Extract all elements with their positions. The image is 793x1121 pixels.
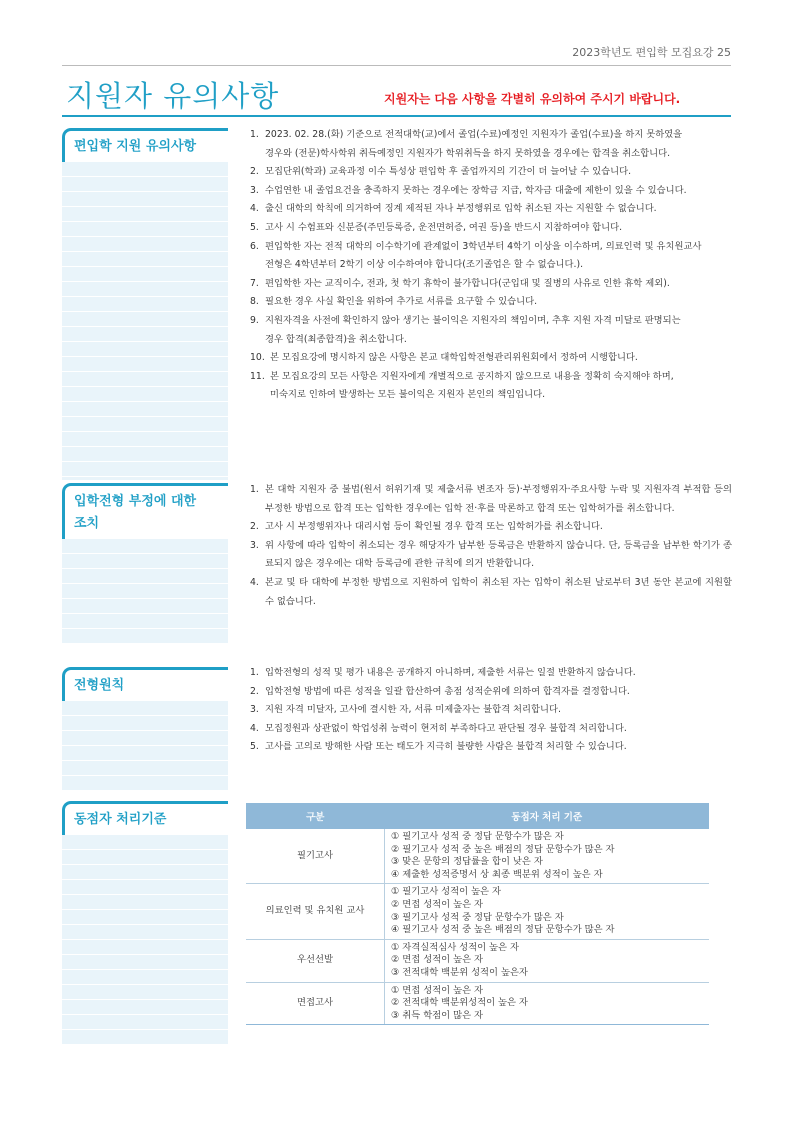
section-tab-fill — [62, 162, 228, 480]
row-criteria: ① 필기고사 성적 중 정답 문항수가 많은 자 ② 필기고사 성적 중 높은 배점의 정답 문항수가 많은 자 ③ 맞은 문항의 정답률을 합이 낮은 자 ④ 제출한 성적증명서 상 최종 백분위 성적이 높은 자 — [385, 829, 710, 884]
row-category: 의료인력 및 유치원 교사 — [246, 884, 385, 939]
list-item: 5. 고사 시 수험표와 신분증(주민등록증, 운전면허증, 여권 등)을 반드시 지참하여야 합니다. — [250, 221, 623, 233]
list-item: 10. 본 모집요강에 명시하지 않은 사항은 본교 대학입학전형관리위원회에서 정하여 시행합니다. — [250, 352, 638, 364]
list-item: 3. 위 사항에 따라 입학이 취소되는 경우 해당자가 납부한 등록금은 반환하지 않습니다. 단, 등록금을 납부한 학기가 종료되지 않은 경우에는 대학 등록금에 관한 규칙에 의거 반환합니다. — [250, 539, 732, 570]
section-tab-principles — [62, 667, 228, 791]
table-row — [246, 884, 709, 939]
list-item: 3. 지원 자격 미달자, 고사에 결시한 자, 서류 미제출자는 불합격 처리합니다. — [250, 704, 561, 716]
row-criteria: ① 면접 성적이 높은 자 ② 전적대학 백분위성적이 높은 자 ③ 취득 학점이 많은 자 — [385, 982, 710, 1025]
section-label-fraud: 입학전형 부정에 대한 조치 — [62, 483, 228, 539]
list-item: 3. 수업연한 내 졸업요건을 충족하지 못하는 경우에는 장학금 지급, 학자금 대출에 제한이 있을 수 있습니다. — [250, 184, 687, 196]
row-category: 우선선발 — [246, 939, 385, 982]
list-item: 8. 필요한 경우 사실 확인을 위하여 추가로 서류를 요구할 수 있습니다. — [250, 296, 538, 308]
list-item: 2. 입학전형 방법에 따른 성적을 일괄 합산하여 총점 성적순위에 의하여 합격자를 결정합니다. — [250, 685, 630, 697]
section-tab-fill — [62, 539, 228, 644]
list-item: 4. 모집정원과 상관없이 학업성취 능력이 현저히 부족하다고 판단될 경우 불합격 처리합니다. — [250, 722, 627, 734]
page-notice: 지원자는 다음 사항을 각별히 유의하여 주시기 바랍니다. — [384, 92, 681, 106]
precautions-list — [250, 126, 732, 405]
section-label-tiebreak: 동점자 처리기준 — [62, 801, 228, 835]
list-item: 5. 고사를 고의로 방해한 사람 또는 태도가 지극히 불량한 사람은 불합격 처리할 수 있습니다. — [250, 741, 627, 753]
section-tab-fraud — [62, 483, 228, 644]
section-label-principles: 전형원칙 — [62, 667, 228, 701]
list-item: 2. 고사 시 부정행위자나 대리시험 등이 확인될 경우 합격 또는 입학허가를 취소합니다. — [250, 521, 603, 533]
row-criteria: ① 필기고사 성적이 높은 자 ② 면접 성적이 높은 자 ③ 필기고사 성적 중 정답 문항수가 많은 자 ④ 필기고사 성적 중 높은 배점의 정답 문항수가 많은 자 — [385, 884, 710, 939]
list-item: 9. 지원자격을 사전에 확인하지 않아 생기는 불이익은 지원자의 책임이며, 추후 지원 자격 미달로 판명되는 경우 합격(최종합격)을 취소합니다. — [250, 314, 681, 345]
column-header-category: 구분 — [246, 803, 385, 829]
row-criteria: ① 자격실적심사 성적이 높은 자 ② 면접 성적이 높은 자 ③ 전적대학 백분위 성적이 높은자 — [385, 939, 710, 982]
title-divider — [62, 115, 731, 117]
list-item: 6. 편입학한 자는 전적 대학의 이수학기에 관계없이 3학년부터 4학기 이상을 이수하며, 의료인력 및 유치원교사 전형은 4학년부터 2학기 이상 이수하여야 합니다(조기졸업은 할 수 없습니다.). — [250, 240, 702, 271]
top-divider — [62, 65, 731, 66]
list-item: 1. 2023. 02. 28.(화) 기준으로 전적대학(교)에서 졸업(수료)예정인 지원자가 졸업(수료)을 하지 못하였을 경우와 (전문)학사학위 취득예정인 지원자가 학위취득을 하지 못하였을 경우에는 합격을 취소합니다. — [250, 129, 683, 159]
page-title: 지원자 유의사항 — [66, 79, 280, 113]
section-label-precautions: 편입학 지원 유의사항 — [62, 128, 228, 162]
list-item: 11. 본 모집요강의 모든 사항은 지원자에게 개별적으로 공지하지 않으므로 내용을 정확히 숙지해야 하며, 미숙지로 인하여 발생하는 모든 불이익은 지원자 본인의 책임입니다. — [250, 370, 674, 401]
list-item: 2. 모집단위(학과) 교육과정 이수 특성상 편입학 후 졸업까지의 기간이 더 늘어날 수 있습니다. — [250, 166, 632, 178]
fraud-list — [250, 481, 732, 611]
table-header-row — [246, 803, 709, 829]
column-header-criteria: 동점자 처리 기준 — [385, 803, 710, 829]
section-tab-fill — [62, 835, 228, 1045]
table-row — [246, 939, 709, 982]
row-category: 면접고사 — [246, 982, 385, 1025]
section-tab-fill — [62, 701, 228, 791]
list-item: 1. 본 대학 지원자 중 불법(원서 허위기재 및 제출서류 변조자 등)·부정행위자·주요사항 누락 및 지원자격 부적합 등의 부정한 방법으로 합격 또는 입학한 경우에는 입학 전·후를 막론하고 합격 또는 입학허가를 취소합니다. — [250, 484, 732, 514]
row-category: 필기고사 — [246, 829, 385, 884]
list-item: 7. 편입학한 자는 교직이수, 전과, 첫 학기 휴학이 불가합니다(군입대 및 질병의 사유로 인한 휴학 제외). — [250, 277, 670, 289]
table-row — [246, 829, 709, 884]
section-tab-precautions — [62, 128, 228, 480]
list-item: 1. 입학전형의 성적 및 평가 내용은 공개하지 아니하며, 제출한 서류는 일절 반환하지 않습니다. — [250, 667, 636, 678]
tiebreak-table — [246, 803, 709, 1025]
section-tab-tiebreak — [62, 801, 228, 1045]
running-header: 2023학년도 편입학 모집요강 25 — [572, 46, 731, 59]
list-item: 4. 본교 및 타 대학에 부정한 방법으로 지원하여 입학이 취소된 자는 입학이 취소된 날로부터 3년 동안 본교에 지원할 수 없습니다. — [250, 576, 732, 607]
table-row — [246, 982, 709, 1025]
list-item: 4. 출신 대학의 학칙에 의거하여 징계 제적된 자나 부정행위로 입학 취소된 자는 지원할 수 없습니다. — [250, 203, 657, 215]
principles-list — [250, 664, 732, 757]
